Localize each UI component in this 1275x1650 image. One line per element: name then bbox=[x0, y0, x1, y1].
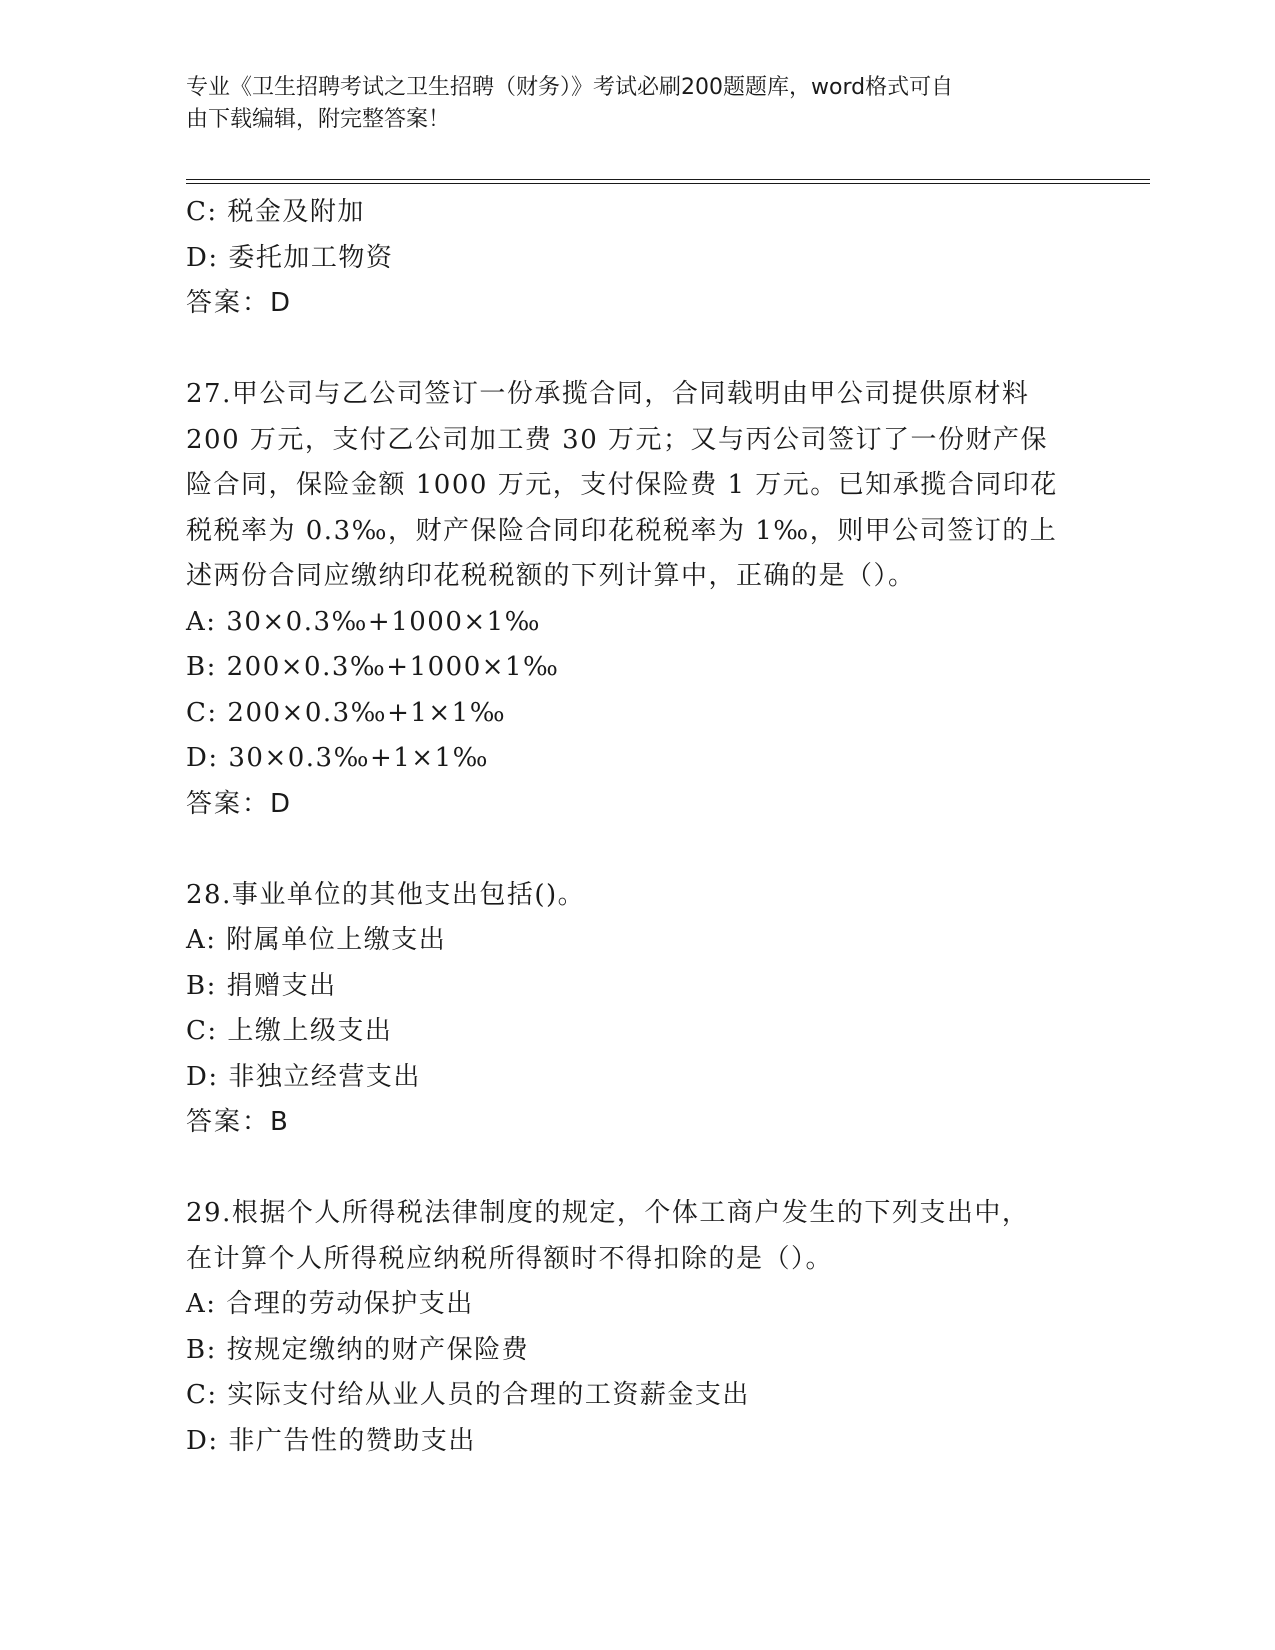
header-double-rule bbox=[186, 179, 1150, 184]
option-d: D: 非独立经营支出 bbox=[186, 1061, 421, 1092]
question-stem-line: 述两份合同应缴纳印花税税额的下列计算中，正确的是（）。 bbox=[186, 561, 916, 591]
option-c: C: 税金及附加 bbox=[186, 197, 365, 227]
option-a: A: 30×0.3‰+1000×1‰ bbox=[186, 606, 542, 637]
header-line-2: 由下载编辑，附完整答案！ bbox=[186, 107, 451, 132]
question-stem-line: 税税率为 0.3‰，财产保险合同印花税税率为 1‰，则甲公司签订的上 bbox=[186, 515, 1058, 546]
option-d: D: 委托加工物资 bbox=[186, 242, 394, 273]
question-stem-line: 28.事业单位的其他支出包括()。 bbox=[186, 879, 586, 910]
question-27 bbox=[186, 372, 1086, 827]
option-d: D: 30×0.3‰+1×1‰ bbox=[186, 743, 490, 773]
option-d: D: 非广告性的赞助支出 bbox=[186, 1425, 476, 1456]
question-stem-line: 险合同，保险金额 1000 万元，支付保险费 1 万元。已知承揽合同印花 bbox=[186, 470, 1058, 500]
option-a: A: 附属单位上缴支出 bbox=[186, 925, 447, 955]
spacer bbox=[186, 1146, 1086, 1192]
spacer bbox=[186, 327, 1086, 373]
document-body bbox=[186, 190, 1086, 1464]
answer-line: 答案：D bbox=[186, 788, 293, 819]
option-b: B: 200×0.3‰+1000×1‰ bbox=[186, 652, 560, 682]
spacer bbox=[186, 827, 1086, 873]
page-header bbox=[186, 72, 1086, 136]
question-stem-line: 27.甲公司与乙公司签订一份承揽合同，合同载明由甲公司提供原材料 bbox=[186, 379, 1030, 409]
option-b: B: 按规定缴纳的财产保险费 bbox=[186, 1334, 530, 1365]
option-c: C: 上缴上级支出 bbox=[186, 1016, 393, 1046]
answer-line: 答案：D bbox=[186, 288, 293, 318]
question-stem-line: 200 万元，支付乙公司加工费 30 万元；又与丙公司签订了一份财产保 bbox=[186, 424, 1049, 455]
header-line-1: 专业《卫生招聘考试之卫生招聘（财务）》考试必刷200题题库，word格式可自 bbox=[186, 75, 954, 100]
option-b: B: 捐赠支出 bbox=[186, 970, 337, 1001]
question-28 bbox=[186, 873, 1086, 1146]
question-29 bbox=[186, 1191, 1086, 1464]
question-26-tail bbox=[186, 190, 1086, 327]
question-stem-line: 29.根据个人所得税法律制度的规定，个体工商户发生的下列支出中， bbox=[186, 1198, 1030, 1228]
answer-line: 答案：B bbox=[186, 1107, 290, 1137]
option-c: C: 实际支付给从业人员的合理的工资薪金支出 bbox=[186, 1380, 750, 1410]
option-c: C: 200×0.3‰+1×1‰ bbox=[186, 697, 507, 728]
option-a: A: 合理的劳动保护支出 bbox=[186, 1289, 474, 1319]
question-stem-line: 在计算个人所得税应纳税所得额时不得扣除的是（）。 bbox=[186, 1243, 834, 1274]
